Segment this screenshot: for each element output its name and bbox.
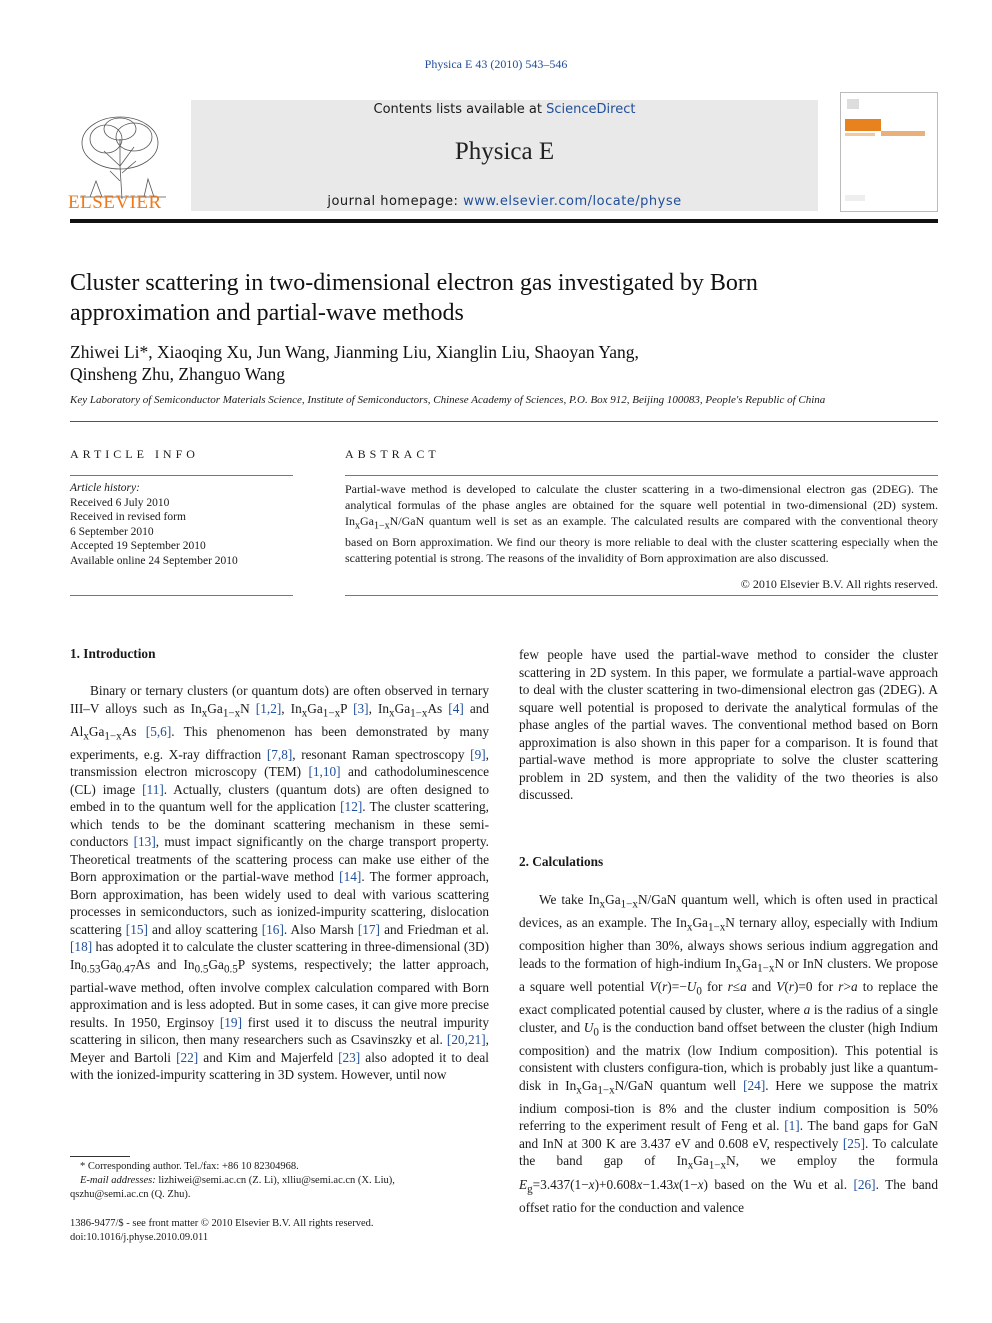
history-item: Received in revised form — [70, 511, 186, 523]
history-item: Received 6 July 2010 — [70, 496, 170, 509]
introduction-continued — [519, 646, 938, 804]
abstract-rule-top — [345, 475, 938, 476]
journal-cover-thumbnail[interactable] — [840, 92, 938, 212]
history-item: Available online 24 September 2010 — [70, 554, 238, 567]
abstract-heading: ABSTRACT — [345, 447, 440, 461]
homepage-link[interactable]: www.elsevier.com/locate/physe — [463, 194, 682, 209]
abstract-text: Partial-wave method is developed to calculate the cluster scattering in a two-dimensional electron gas (2DEG). The analytical formulas of the phase angles are obtained for the square well potential in two-dimensional (2D) system. $In_xGa_{1-x}N$/GaN quantum well is set as an example. The calculated results are compared with the conventional theory based on Born approximation. We find our theory is more reliable to deal with the cluster scattering especially when the scattering potential is strong. The reasons of the invalidity of Born approximation are also discussed. — [345, 482, 938, 566]
issn-line: 1386-9477/$ - see front matter © 2010 Elsevier B.V. All rights reserved. — [70, 1218, 374, 1229]
intro-cont-paragraph: few people have used the partial-wave method to consider the cluster scattering in 2D system. In this paper, we formulate a partial-wave approach to deal with the cluster scattering in two-dimensional electron gas (2DEG). A square well potential is proposed to derivate the analytical formulas of the phase angles of the partial waves. The conventional method based on Born approximation is also shown in this paper for a comparison. It is found that partial-wave method is more appropriate to solve the cluster scattering problem in 2D system, and then the validity of the two theories is also discussed. — [519, 647, 938, 802]
title-line-2: approximation and partial-wave methods — [70, 300, 464, 326]
elsevier-wordmark: ELSEVIER — [68, 192, 162, 213]
info-rule-bottom — [70, 595, 293, 596]
history-label: Article history: — [70, 482, 140, 494]
article-title — [70, 268, 930, 328]
section-heading-calculations: 2. Calculations — [519, 854, 604, 869]
journal-citation[interactable]: Physica E 43 (2010) 543–546 — [424, 57, 568, 71]
section-heading-introduction: 1. Introduction — [70, 646, 156, 661]
calculations-body — [519, 891, 938, 1216]
footnote-rule — [70, 1156, 130, 1157]
introduction-body — [70, 682, 489, 1084]
corresponding-author-note: * Corresponding author. Tel./fax: +86 10 82304968. — [80, 1161, 299, 1172]
header-rule — [70, 219, 938, 223]
abstract-part-1: Partial-wave method is developed to calculate the cluster scattering in a two-dimensional electron gas (2DEG). The analytical formulas of the phase angles are obtained for the square well potential in two-dimensional (2D) system. In — [345, 482, 938, 528]
contents-line — [191, 102, 818, 117]
abstract-copyright: © 2010 Elsevier B.V. All rights reserved. — [740, 577, 938, 591]
affiliation: Key Laboratory of Semiconductor Materials Science, Institute of Semiconductors, Chinese Academy of Sciences, P.O. Box 912, Beijing 100083, People's Republic of China — [70, 394, 826, 406]
footnotes — [70, 1160, 490, 1202]
abstract-part-2: N/GaN quantum well is set as an example. The calculated results are compared with the conventional theory based on Born approximation. We find our theory is more reliable to deal with the cluster scattering especially when the scattering potential is strong. The reasons of the invalidity of Born approximation are also discussed. — [345, 514, 938, 566]
history-item: Accepted 19 September 2010 — [70, 540, 206, 552]
homepage-prefix: journal homepage: — [327, 194, 464, 209]
history-item: 6 September 2010 — [70, 525, 154, 538]
title-line-1: Cluster scattering in two-dimensional electron gas investigated by Born — [70, 270, 758, 296]
sciencedirect-link[interactable]: ScienceDirect — [546, 102, 636, 117]
journal-name: Physica E — [454, 138, 555, 165]
email-addresses-cont[interactable]: qszhu@semi.ac.cn (Q. Zhu). — [70, 1189, 191, 1200]
authors-line-1[interactable]: Zhiwei Li*, Xiaoqing Xu, Jun Wang, Jianming Liu, Xianglin Liu, Shaoyan Yang, — [70, 342, 639, 362]
affiliation-rule — [70, 421, 938, 422]
info-rule-top — [70, 475, 293, 476]
authors-line-2[interactable]: Qinsheng Zhu, Zhanguo Wang — [70, 364, 286, 384]
issn-doi — [70, 1217, 490, 1245]
journal-homepage — [191, 194, 818, 209]
doi-line[interactable]: doi:10.1016/j.physe.2010.09.011 — [70, 1232, 209, 1243]
article-history — [70, 481, 293, 568]
email-addresses[interactable]: lizhiwei@semi.ac.cn (Z. Li), xlliu@semi.ac.cn (X. Liu), — [155, 1175, 395, 1186]
email-label: E-mail addresses: — [80, 1175, 156, 1186]
author-list — [70, 341, 930, 385]
contents-prefix: Contents lists available at — [373, 102, 547, 117]
email-note — [70, 1174, 490, 1188]
abstract-rule-bottom — [345, 595, 938, 596]
intro-paragraph: Binary or ternary clusters (or quantum dots) are often observed in ternary III–V alloys such as $In_xGa_{1-x}N$ [1,2], $In_xGa_{1-x}P$ [3], $In_xGa_{1-x}As$ [4] and $Al_xGa_{1-x}As$ [5,6]. This phenomenon has been demonstrated by many experiments, e.g. X-ray diffraction [7,8], resonant Raman spectroscopy [9], transmission electron microscopy (TEM) [1,10] and cathodoluminescence (CL) image [11]. Actually, clusters (quantum dots) are often designed to embed in to the quantum well for the application [12]. The cluster scattering, which tends to be the dominant scattering mechanism in these semi-conductors [13], must impact significantly on the charge transport property. Theoretical treatments of the scattering process can make use either of the Born approximation or the partial-wave method [14]. The former approach, Born approximation, has been widely used to deal with various scattering processes in semiconductors, such as ionized-impurity scattering, dislocation scattering [15] and alloy scattering [16]. Also Marsh [17] and Friedman et al. [18] has adopted it to calculate the cluster scattering in three-dimensional (3D) $In_{0.53}Ga_{0.47}As$ and $In_{0.5}Ga_{0.5}P$ systems, respectively; the latter approach, partial-wave method, often involve complex calculation compared with Born approximation and is less adopted. But in some cases, it can give more precise results. In 1950, Erginsoy [19] first used it to discuss the neutral impurity scattering in silicon, then many researchers such as Csavinszky et al. [20,21], Meyer and Bartoli [22] and Kim and Majerfeld [23] also adopted it to deal with the ionized-impurity scattering in 3D system. However, until now — [70, 683, 490, 1083]
calc-paragraph: We take $In_xGa_{1-x}N$/GaN quantum well, which is often used in practical devices, as an example. The $In_xGa_{1-x}N$ ternary alloy, especially with Indium composition higher than 30%, always shows serious indium aggregation and leads to the formation of high-indium $In_xGa_{1-x}N$ or InN clusters. We propose a square well potential $V(r)=-U_0$ for r≤a and V(r)=0 for r>a to replace the exact complicated potential caused by cluster, where a is the radius of a single cluster, and $U_0$ is the conduction band offset between the cluster (high Indium composition) and the matrix (low Indium composition). This potential is consistent with clusters configura-tion, which is probably just like a quantum-disk in $In_xGa_{1-x}N$/GaN quantum well [24]. Here we suppose the matrix indium composi-tion is 8% and the cluster indium composition is 50% referring to the experiment result of Feng et al. [1]. The band gaps for GaN and InN at 300 K are 3.437 eV and 0.608 eV, respectively [25]. To calculate the band gap of $In_xGa_{1-x}N$, we employ the formula $E_g=3.437(1-x)+0.608x-1.43x(1-x)$ based on the Wu et al. [26]. The band offset ratio for the conduction and valence — [519, 892, 939, 1215]
article-info-heading: ARTICLE INFO — [70, 447, 199, 461]
